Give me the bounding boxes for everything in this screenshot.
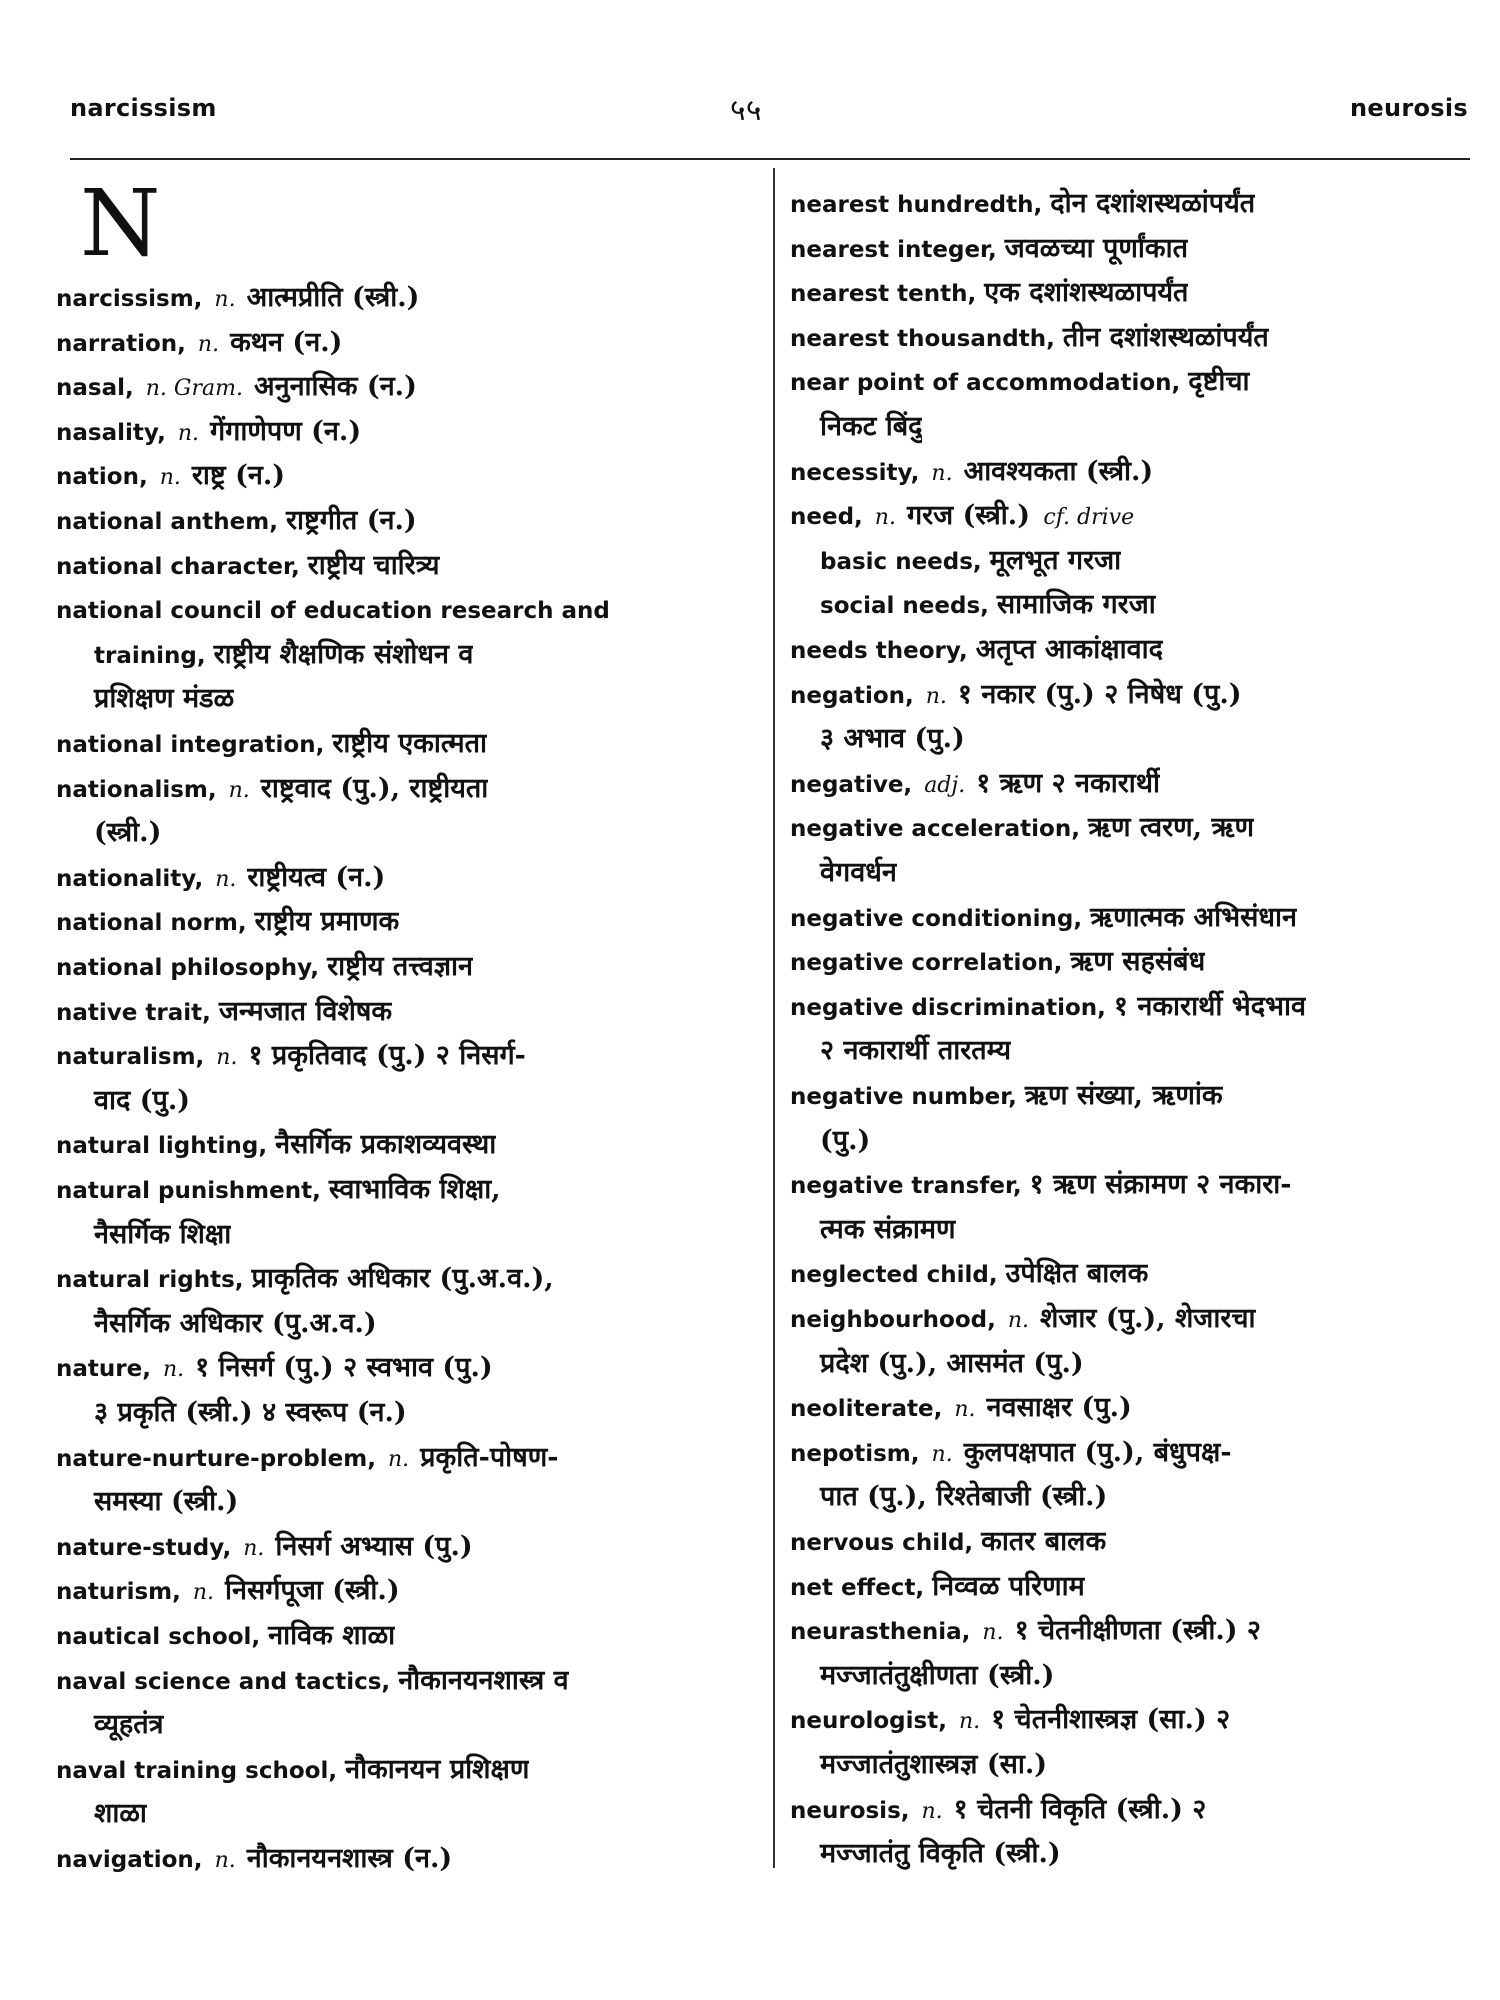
entry-continuation-line <box>56 1480 238 1524</box>
dictionary-entry <box>790 494 1138 538</box>
entry-definition: राष्ट्रगीत (न.) <box>285 505 417 536</box>
entry-continuation-line <box>56 633 473 677</box>
entry-definition: कुलपक्षपात (पु.), बंधुपक्ष- <box>963 1436 1232 1468</box>
entry-term: neurosis, <box>790 1797 918 1824</box>
entry-continuation-line <box>56 1391 407 1435</box>
entry-definition: राष्ट्रीयत्व (न.) <box>247 861 386 893</box>
entry-definition: व्यूहतंत्र <box>94 1709 164 1741</box>
entry-definition: आवश्यकता (स्त्री.) <box>963 455 1154 487</box>
entry-continuation-line <box>56 1079 190 1123</box>
entry-term: neurologist, <box>790 1708 955 1735</box>
grammar-label: n. <box>921 1798 950 1824</box>
entry-definition: पात (पु.), रिश्तेबाजी (स्त्री.) <box>820 1481 1108 1513</box>
cross-reference: cf. drive <box>1043 505 1135 531</box>
entry-definition: गेंगाणेपण (न.) <box>209 415 362 447</box>
entry-term: neglected child, <box>790 1262 1006 1289</box>
grammar-label: n. <box>958 1709 988 1735</box>
entry-definition: ऋण संख्या, ऋणांक <box>1024 1080 1223 1111</box>
entry-term: necessity, <box>790 459 928 486</box>
entry-term: negative transfer, <box>790 1173 1030 1200</box>
dictionary-entry <box>790 1520 1106 1564</box>
grammar-label: n. <box>982 1620 1011 1646</box>
entry-definition: त्मक संक्रामण <box>820 1213 956 1245</box>
dictionary-entry <box>56 767 488 811</box>
entry-term: negative correlation, <box>790 950 1071 977</box>
entry-term: national integration, <box>56 732 333 758</box>
grammar-label: n. <box>215 866 244 892</box>
entry-continuation-line <box>790 1029 1011 1073</box>
dictionary-entry <box>790 628 1163 672</box>
entry-term: neoliterate, <box>790 1396 951 1423</box>
grammar-label: n. <box>931 460 960 486</box>
header-rule <box>70 158 1470 160</box>
dictionary-entry <box>790 896 1297 940</box>
dictionary-entry <box>56 945 473 989</box>
entry-definition: राष्ट्रवाद (पु.), राष्ट्रीयता <box>260 772 489 804</box>
grammar-label: n. <box>925 683 954 709</box>
dictionary-entry <box>56 1614 395 1658</box>
dictionary-entry <box>56 365 417 409</box>
entry-continuation-line <box>790 717 965 761</box>
dictionary-entry <box>790 1698 1230 1742</box>
dictionary-entry <box>790 1788 1206 1832</box>
dictionary-entry <box>790 227 1188 271</box>
grammar-label: n. <box>197 331 227 357</box>
entry-definition: मज्जातंतुक्षीणता (स्त्री.) <box>820 1659 1055 1691</box>
entry-definition: दृष्टीचा <box>1188 366 1250 398</box>
entry-continuation-line <box>56 811 161 855</box>
entry-definition: दोन दशांशस्थळांपर्यंत <box>1050 188 1256 219</box>
page-number: ५५ <box>730 93 762 128</box>
entry-term: nepotism, <box>790 1440 928 1467</box>
grammar-label: n. <box>931 1441 960 1467</box>
entry-term: naval science and tactics, <box>56 1668 399 1695</box>
entry-definition: राष्ट्रीय तत्त्वज्ञान <box>327 951 474 982</box>
entry-term: nasal, <box>56 375 142 402</box>
entry-definition: निसर्गपूजा (स्त्री.) <box>225 1575 400 1607</box>
entry-term: naturalism, <box>56 1044 213 1071</box>
grammar-label: n. <box>1007 1308 1037 1333</box>
entry-term: national norm, <box>56 910 255 937</box>
entry-definition: निव्वळ परिणाम <box>932 1570 1085 1602</box>
grammar-label: n. <box>874 505 903 531</box>
entry-definition: नैसर्गिक प्रकाशव्यवस्था <box>275 1129 497 1161</box>
entry-term: nature-nurture-problem, <box>56 1445 384 1472</box>
entry-definition: (स्त्री.) <box>94 817 162 849</box>
entry-definition: कातर बालक <box>981 1526 1107 1557</box>
entry-definition: समस्या (स्त्री.) <box>94 1486 239 1518</box>
dictionary-entry <box>56 1525 473 1569</box>
entry-definition: १ निसर्ग (पु.) २ स्वभाव (पु.) <box>195 1352 493 1384</box>
entry-term: nationalism, <box>56 776 225 803</box>
dictionary-entry <box>790 1252 1148 1296</box>
dictionary-entry <box>790 316 1269 360</box>
column-divider <box>773 168 775 1868</box>
entry-term: negative acceleration, <box>790 816 1088 843</box>
entry-definition: १ चेतनीक्षीणता (स्त्री.) २ <box>1014 1615 1261 1647</box>
entry-definition: वाद (पु.) <box>94 1084 191 1116</box>
entry-definition: शाळा <box>94 1798 147 1830</box>
entry-definition: मज्जातंतु विकृति (स्त्री.) <box>820 1838 1061 1870</box>
entry-continuation-line <box>56 1792 147 1836</box>
entry-term: social needs, <box>820 593 997 620</box>
entry-continuation-line <box>56 677 234 721</box>
entry-definition: १ प्रकृतिवाद (पु.) २ निसर्ग- <box>248 1040 526 1072</box>
entry-definition: प्रदेश (पु.), आसमंत (पु.) <box>820 1347 1084 1379</box>
entry-continuation-line <box>790 851 897 895</box>
entry-definition: २ नकारार्थी तारतम्य <box>820 1035 1012 1067</box>
entry-definition: १ नकार (पु.) २ निषेध (पु.) <box>957 678 1242 710</box>
entry-continuation-line <box>790 1342 1084 1386</box>
entry-definition: नौकानयनशास्त्र व <box>398 1664 569 1696</box>
dictionary-entry <box>56 1123 496 1167</box>
dictionary-entry <box>56 1569 400 1613</box>
entry-definition: मज्जातंतुशास्त्रज्ञ (सा.) <box>820 1749 1048 1780</box>
entry-definition: वेगवर्धन <box>820 857 897 888</box>
entry-continuation-line <box>790 1832 1061 1876</box>
entry-term: net effect, <box>790 1574 933 1601</box>
entry-definition: जन्मजात विशेषक <box>218 995 393 1027</box>
dictionary-entry <box>790 1074 1223 1118</box>
entry-term: natural rights, <box>56 1267 252 1294</box>
dictionary-entry <box>790 940 1205 984</box>
grammar-label: n. <box>214 1848 243 1873</box>
dictionary-entry <box>56 990 392 1034</box>
dictionary-entry <box>790 985 1306 1029</box>
entry-continuation-line <box>790 1208 956 1252</box>
grammar-label: n. <box>159 465 188 491</box>
dictionary-entry <box>790 1386 1132 1430</box>
entry-term: nasality, <box>56 419 174 446</box>
entry-term: nature, <box>56 1356 159 1383</box>
entry-definition: अनुनासिक (न.) <box>253 371 417 403</box>
entry-term: nearest tenth, <box>790 281 985 308</box>
dictionary-entry <box>56 1034 526 1078</box>
entry-definition: ऋण सहसंबंध <box>1070 946 1206 978</box>
dictionary-entry <box>790 271 1188 315</box>
entry-term: national character, <box>56 553 308 580</box>
entry-term: navigation, <box>56 1847 211 1873</box>
dictionary-entry <box>790 806 1254 850</box>
entry-term: naturism, <box>56 1579 189 1606</box>
grammar-label: n. <box>387 1446 417 1472</box>
entry-definition: प्रकृति-पोषण- <box>420 1441 559 1473</box>
entry-term: nation, <box>56 464 156 491</box>
entry-continuation-line <box>56 1703 164 1747</box>
dictionary-entry <box>56 499 417 543</box>
dictionary-entry <box>790 583 1156 627</box>
entry-definition: (पु.) <box>820 1124 871 1156</box>
entry-definition: प्राकृतिक अधिकार (पु.अ.व.), <box>251 1263 554 1295</box>
entry-term: narration, <box>56 330 194 357</box>
entry-term: near point of accommodation, <box>790 370 1189 397</box>
entry-term: national council of education research and <box>56 598 610 625</box>
grammar-label: n. <box>954 1397 983 1423</box>
entry-term: need, <box>790 504 871 531</box>
entry-definition: १ चेतनी विकृति (स्त्री.) २ <box>953 1793 1207 1825</box>
entry-term: negative number, <box>790 1084 1025 1110</box>
entry-definition: अतृप्त आकांक्षावाद <box>975 634 1163 665</box>
entry-term: natural punishment, <box>56 1178 329 1204</box>
entry-definition: राष्ट्रीय शैक्षणिक संशोधन व <box>213 638 474 670</box>
entry-definition: शेजार (पु.), शेजारचा <box>1040 1303 1256 1334</box>
entry-definition: जवळच्या पूर्णांकात <box>1004 232 1189 264</box>
grammar-label: n. <box>216 1045 245 1071</box>
dictionary-entry <box>790 182 1255 226</box>
entry-term: needs theory, <box>790 638 976 664</box>
entry-definition: ऋण त्वरण, ऋण <box>1087 812 1255 844</box>
entry-term: nature-study, <box>56 1534 240 1561</box>
entry-definition: १ नकारार्थी भेदभाव <box>1113 990 1307 1022</box>
entry-definition: नैसर्गिक अधिकार (पु.अ.व.) <box>94 1307 377 1339</box>
entry-term: nationality, <box>56 865 212 892</box>
entry-term: natural lighting, <box>56 1133 276 1160</box>
entry-definition: नवसाक्षर (पु.) <box>986 1392 1132 1424</box>
entry-continuation-line <box>790 1475 1107 1519</box>
entry-term: native trait, <box>56 999 219 1026</box>
dictionary-entry <box>56 1436 558 1480</box>
dictionary-entry <box>56 588 610 632</box>
entry-definition: ३ प्रकृति (स्त्री.) ४ स्वरूप (न.) <box>94 1397 407 1428</box>
dictionary-entry <box>790 1565 1085 1609</box>
dictionary-entry <box>56 1748 529 1792</box>
entry-term: negative discrimination, <box>790 994 1114 1021</box>
entry-definition: ३ अभाव (पु.) <box>820 723 965 755</box>
dictionary-entry <box>56 856 385 900</box>
grammar-label: n. <box>177 420 206 446</box>
dictionary-entry <box>790 762 1160 806</box>
grammar-label: adj. <box>924 772 973 798</box>
entry-definition: नैसर्गिक शिक्षा <box>94 1218 232 1250</box>
entry-definition: निसर्ग अभ्यास (पु.) <box>275 1530 473 1562</box>
dictionary-entry <box>56 1346 493 1390</box>
entry-definition: प्रशिक्षण मंडळ <box>94 683 235 715</box>
dictionary-entry <box>790 1431 1232 1475</box>
entry-definition: कथन (न.) <box>230 326 343 358</box>
entry-term: basic needs, <box>820 548 990 575</box>
entry-term: nearest thousandth, <box>790 325 1063 352</box>
dictionary-entry <box>56 1837 452 1881</box>
entry-term: nearest integer, <box>790 236 1005 263</box>
entry-definition: स्वाभाविक शिक्षा, <box>328 1174 501 1205</box>
entry-definition: १ ऋण संक्रामण २ नकारा- <box>1029 1169 1292 1201</box>
entry-definition: मूलभूत गरजा <box>989 544 1122 576</box>
grammar-label: n. <box>162 1357 192 1383</box>
right-guide-word: neurosis <box>1350 94 1468 122</box>
entry-term: nervous child, <box>790 1530 982 1556</box>
dictionary-entry <box>56 321 342 365</box>
entry-definition: नौकानयन प्रशिक्षण <box>345 1753 530 1785</box>
entry-definition: गरज (स्त्री.) <box>906 500 1040 532</box>
dictionary-entry <box>56 544 440 588</box>
entry-term: nearest hundredth, <box>790 192 1051 218</box>
entry-definition: ऋणात्मक अभिसंधान <box>1090 901 1297 933</box>
entry-continuation-line <box>56 1302 377 1346</box>
grammar-label: n. <box>192 1580 222 1606</box>
entry-definition: राष्ट्रीय प्रमाणक <box>254 906 400 938</box>
entry-definition: नाविक शाळा <box>268 1620 396 1651</box>
dictionary-entry <box>790 450 1153 494</box>
dictionary-entry <box>56 276 419 320</box>
dictionary-entry <box>56 410 361 454</box>
entry-term: narcissism, <box>56 286 211 312</box>
entry-term: neurasthenia, <box>790 1619 979 1646</box>
dictionary-entry <box>790 1609 1261 1653</box>
dictionary-entry <box>56 1257 554 1301</box>
entry-definition: आत्मप्रीति (स्त्री.) <box>246 282 420 313</box>
entry-definition: उपेक्षित बालक <box>1005 1258 1149 1290</box>
entry-term: neighbourhood, <box>790 1307 1004 1333</box>
entry-continuation-line <box>56 1213 231 1257</box>
dictionary-entry <box>790 1297 1256 1341</box>
entry-definition: १ ऋण २ नकारार्थी <box>976 767 1161 799</box>
section-letter: N <box>80 170 161 277</box>
dictionary-entry <box>790 673 1242 717</box>
entry-term: negative conditioning, <box>790 905 1091 932</box>
dictionary-entry <box>56 1659 569 1703</box>
entry-continuation-line <box>790 405 922 449</box>
entry-continuation-line <box>790 1743 1047 1787</box>
entry-definition: एक दशांशस्थळापर्यंत <box>984 277 1189 309</box>
entry-definition: निकट बिंदु <box>820 411 923 442</box>
entry-definition: नौकानयनशास्त्र (न.) <box>246 1843 453 1874</box>
entry-definition: सामाजिक गरजा <box>996 589 1156 621</box>
entry-definition: १ चेतनीशास्त्रज्ञ (सा.) २ <box>991 1704 1231 1736</box>
entry-term: training, <box>94 642 214 669</box>
entry-term: naval training school, <box>56 1757 346 1784</box>
entry-term: national anthem, <box>56 509 286 535</box>
entry-definition: राष्ट्र (न.) <box>191 460 285 492</box>
entry-continuation-line <box>790 1654 1054 1698</box>
grammar-label: n. <box>214 287 243 312</box>
entry-continuation-line <box>790 1119 870 1163</box>
grammar-label: n. <box>228 777 257 803</box>
entry-definition: तीन दशांशस्थळांपर्यंत <box>1062 321 1269 353</box>
dictionary-entry <box>56 900 399 944</box>
grammar-label: n. <box>243 1535 272 1561</box>
dictionary-entry <box>56 454 285 498</box>
entry-term: nautical school, <box>56 1624 269 1650</box>
entry-definition: राष्ट्रीय एकात्मता <box>332 728 487 759</box>
entry-definition: राष्ट्रीय चारित्र्य <box>307 549 440 581</box>
left-guide-word: narcissism <box>70 94 217 122</box>
entry-term: negation, <box>790 682 922 709</box>
grammar-label: n. Gram. <box>145 376 250 402</box>
dictionary-entry <box>56 722 487 766</box>
dictionary-entry <box>56 1168 501 1212</box>
entry-term: negative, <box>790 771 921 798</box>
dictionary-entry <box>790 1163 1292 1207</box>
dictionary-entry <box>790 539 1121 583</box>
dictionary-entry <box>790 360 1250 404</box>
entry-term: national philosophy, <box>56 955 328 981</box>
